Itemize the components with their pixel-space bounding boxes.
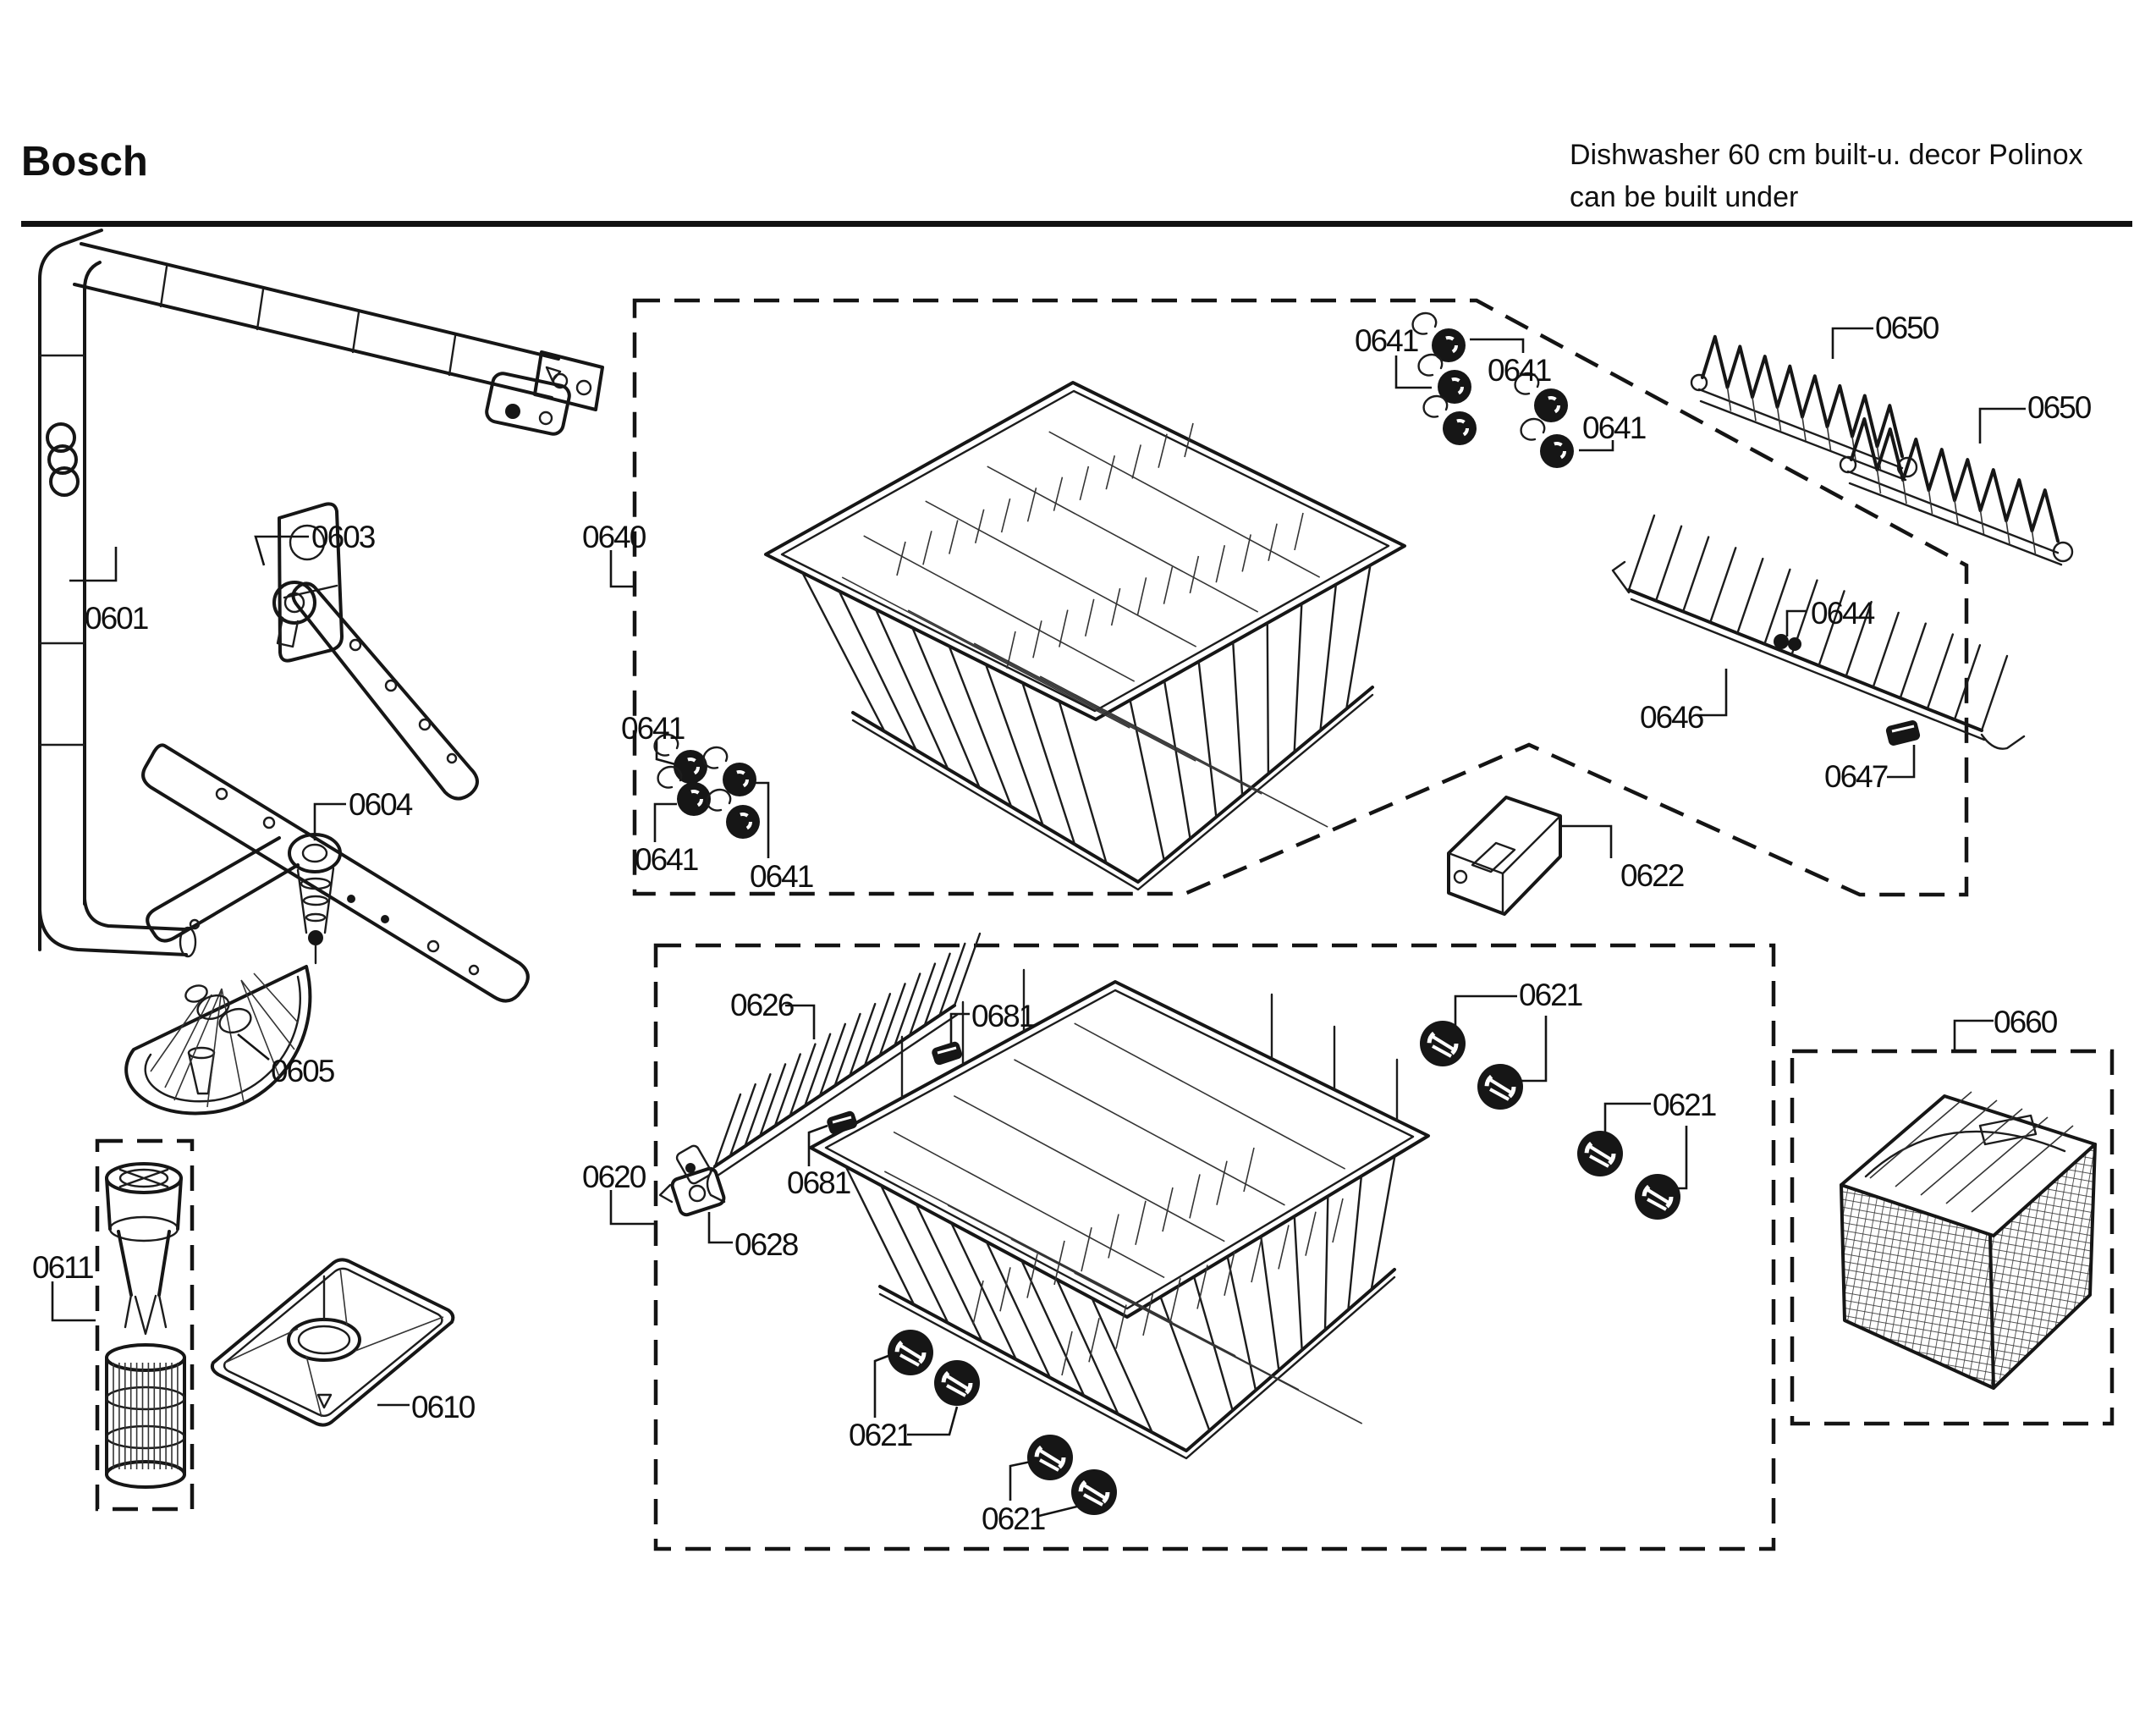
cup-shelf-drawings bbox=[1691, 337, 2072, 565]
group-boxes bbox=[97, 300, 2112, 1549]
product-line-1: Dishwasher 60 cm built-u. decor Polinox bbox=[1570, 139, 2083, 171]
part-label-0605: 0605 bbox=[271, 1054, 334, 1088]
part-label-0626: 0626 bbox=[730, 988, 794, 1022]
part-label-0641-a: 0641 bbox=[1355, 323, 1418, 358]
group-box-0640 bbox=[635, 300, 1966, 895]
part-label-0622: 0622 bbox=[1620, 858, 1684, 893]
part-label-0640: 0640 bbox=[582, 520, 646, 554]
rack-rollers-0641 bbox=[655, 313, 1574, 839]
part-label-0621-d: 0621 bbox=[982, 1501, 1045, 1536]
part-label-0650-a: 0650 bbox=[1875, 311, 1939, 345]
part-label-0650-b: 0650 bbox=[2027, 390, 2091, 425]
tine-rows-drawing bbox=[715, 423, 2007, 1375]
small-clips-drawing bbox=[826, 634, 1922, 1136]
part-label-0601: 0601 bbox=[85, 601, 148, 636]
upper-spray-arm-drawing bbox=[274, 504, 477, 798]
brand-logo: Bosch bbox=[21, 139, 148, 185]
part-label-0681-b: 0681 bbox=[787, 1165, 850, 1200]
filter-set-drawing bbox=[107, 1164, 184, 1487]
part-label-0681-a: 0681 bbox=[971, 999, 1035, 1033]
group-box-0620 bbox=[656, 945, 1774, 1549]
part-label-0641-b: 0641 bbox=[1488, 353, 1551, 388]
coarse-filter-plate-drawing bbox=[126, 967, 310, 1113]
part-label-0620: 0620 bbox=[582, 1160, 646, 1194]
latch-0628-drawing bbox=[660, 1144, 725, 1217]
part-label-0610: 0610 bbox=[411, 1390, 475, 1424]
part-label-0628: 0628 bbox=[734, 1227, 798, 1262]
part-label-0621-a: 0621 bbox=[1519, 978, 1582, 1012]
part-label-0621-b: 0621 bbox=[1653, 1088, 1716, 1122]
tray-0622-drawing bbox=[1449, 797, 1560, 914]
part-label-0644: 0644 bbox=[1811, 596, 1874, 631]
part-label-0603: 0603 bbox=[311, 520, 375, 554]
part-label-0611: 0611 bbox=[32, 1250, 93, 1285]
cutlery-basket-drawing bbox=[1841, 1092, 2095, 1388]
part-label-0641-e: 0641 bbox=[635, 842, 698, 877]
part-label-0604: 0604 bbox=[349, 787, 412, 822]
part-label-0641-d: 0641 bbox=[621, 711, 685, 746]
part-label-0660: 0660 bbox=[1994, 1005, 2057, 1039]
part-label-0641-f: 0641 bbox=[750, 859, 813, 894]
part-label-0646: 0646 bbox=[1640, 700, 1703, 735]
rack-wheels-0621 bbox=[888, 1021, 1680, 1515]
lower-spray-arm-drawing bbox=[143, 745, 528, 1094]
part-label-0621-c: 0621 bbox=[849, 1418, 912, 1452]
lower-rack-drawing bbox=[811, 970, 1428, 1458]
part-label-0641-c: 0641 bbox=[1582, 410, 1646, 445]
product-line-2: can be built under bbox=[1570, 181, 1799, 213]
part-label-0647: 0647 bbox=[1824, 759, 1888, 794]
